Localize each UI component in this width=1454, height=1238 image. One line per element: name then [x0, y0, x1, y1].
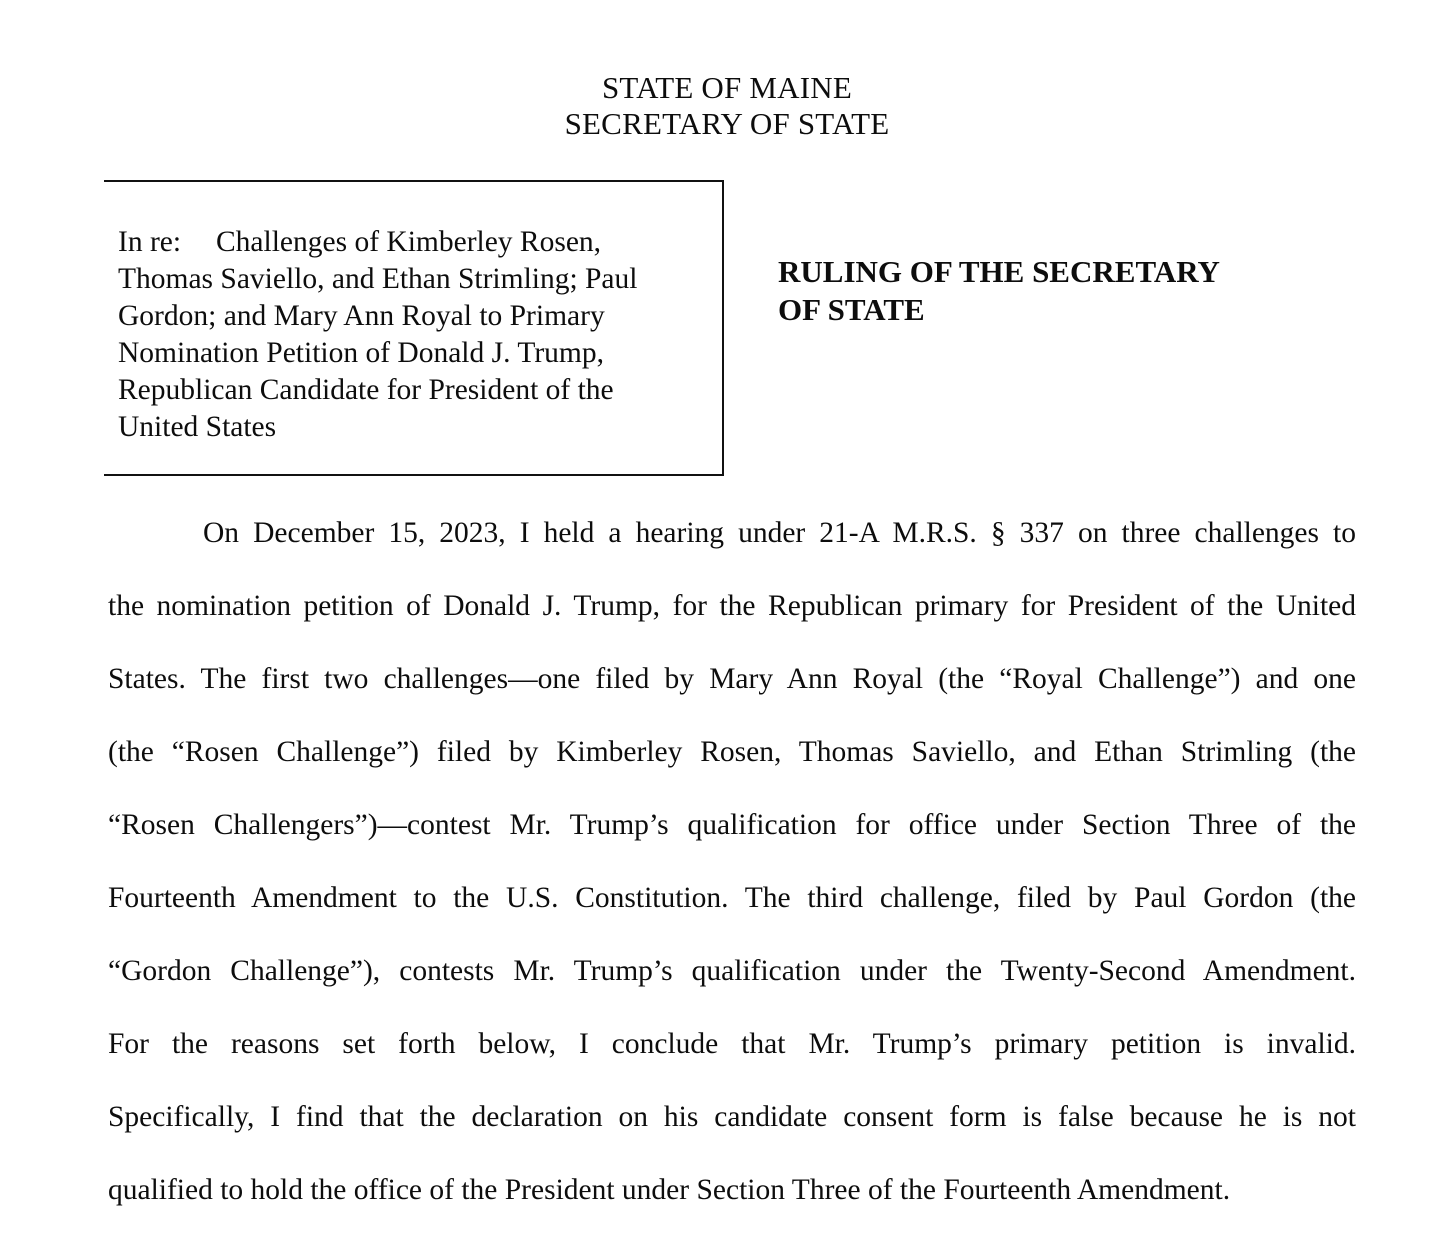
- body-line: Fourteenth Amendment to the U.S. Constitution. The third challenge, filed by Paul Gordon (the: [108, 882, 1356, 914]
- ruling-title-line-1: RULING OF THE SECRETARY: [778, 254, 1220, 289]
- body-line: (the “Rosen Challenge”) filed by Kimberley Rosen, Thomas Saviello, and Ethan Strimling (the: [108, 736, 1356, 768]
- case-caption-box: [104, 180, 724, 476]
- caption-line-3: Gordon; and Mary Ann Royal to Primary: [118, 300, 605, 332]
- body-line: For the reasons set forth below, I conclude that Mr. Trump’s primary petition is invalid.: [108, 1028, 1356, 1060]
- header-state: STATE OF MAINE: [601, 70, 853, 105]
- body-line: “Gordon Challenge”), contests Mr. Trump’s qualification under the Twenty-Second Amendment.: [108, 955, 1356, 987]
- document-header: [0, 70, 1454, 142]
- caption-line-1: [118, 224, 698, 261]
- caption-line-4: Nomination Petition of Donald J. Trump,: [118, 337, 604, 369]
- body-line: Specifically, I find that the declaration on his candidate consent form is false because he is not: [108, 1101, 1356, 1133]
- in-re-label: In re:: [118, 226, 182, 258]
- header-office: SECRETARY OF STATE: [564, 106, 890, 141]
- ruling-title: [778, 253, 1298, 329]
- caption-line-2: Thomas Saviello, and Ethan Strimling; Paul: [118, 263, 638, 295]
- body-line: the nomination petition of Donald J. Trump, for the Republican primary for President of the United: [108, 590, 1356, 622]
- body-line: On December 15, 2023, I held a hearing under 21-A M.R.S. § 337 on three challenges to: [203, 517, 1356, 549]
- body-line: qualified to hold the office of the President under Section Three of the Fourteenth Amendment.: [108, 1174, 1231, 1206]
- caption-line-5: Republican Candidate for President of the: [118, 374, 614, 406]
- ruling-title-line-2: OF STATE: [778, 292, 925, 327]
- body-line: States. The first two challenges—one filed by Mary Ann Royal (the “Royal Challenge”) and one: [108, 663, 1356, 695]
- caption-text: Challenges of Kimberley Rosen,: [216, 226, 602, 258]
- case-caption: [118, 224, 698, 446]
- caption-line-6: United States: [118, 411, 277, 443]
- body-line: “Rosen Challengers”)—contest Mr. Trump’s qualification for office under Section Three of the: [108, 809, 1356, 841]
